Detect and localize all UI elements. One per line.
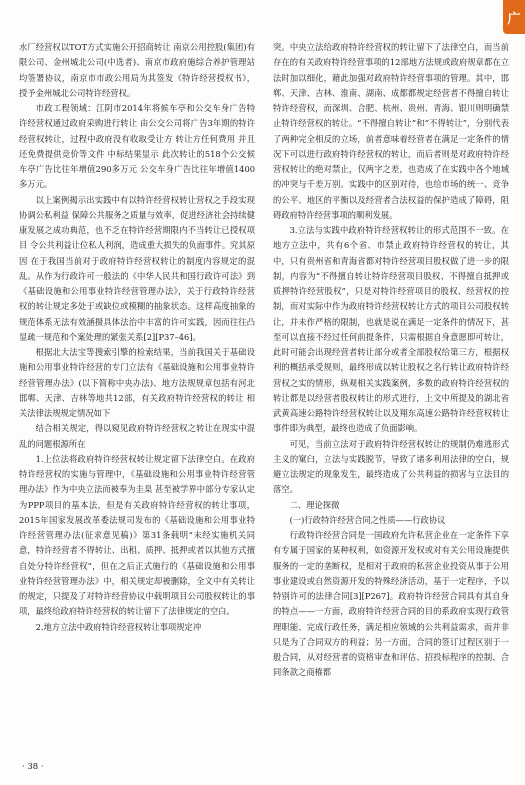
paragraph-municipal-engineering: 市政工程领域：江阴市2014年将候车亭和公交车身广告特许经营权通过政府采购进行转让 由公交公司将广告3年期的特许经营权转让，过程中政府没有收取受让方 转让方任何费用 并且还免费提供竞价等文件 中标结果显示 此次转让的518个公交候车亭广告比往年增值290多万元 公交车身广告比往年增值1400多万元。 xyxy=(19,103,255,190)
paragraph-contract-definition: 行政特许经营合同是一国政府允许私营企业在一定条件下享有专属于国家的某种权利，如资源开发权或对有关公用设施提供服务的一定的垄断权，是相对于政府的私营企业投资从事于公用事业建设或自然资源开发的特殊经济活动，基于一定程序，予以特别许可的法律合同[3][P267]。政府特许经营合同具有其自身的特点——一方面，政府特许经营合同的目的系政府实现行政管理职能、完成行政任务，满足相应领域的公共利益需求，而并非只是为了合同双方的利益；另一方面，合同的签订过程区别于一般合同，从对经营者的资格审查和评估、招投标程序的控制、合同条款之商榷都 xyxy=(273,530,509,678)
paragraph-cases-analysis: 以上案例揭示出实践中有以特许经营权转让营权之手段实现协调公私利益 保障公共服务之质量与效率，促进经济社会持续健康发展之成功典范，也不乏在特许经营期限内不当转让已授权项目 令公共利益让位私人利润，造成重大损失的负面事件。究其原因 在于我国当前对于政府特许经营权转让的制度内容规定的混乱。从作为行政许可一般法的《中华人民共和国行政许可法》到《基础设施和公用事业特许经营管理办法》，关于行政特许经营权的转让规定多处于或缺位或模糊的抽象状态。这样高度抽象的规范体系无法有效涵摄具体法治中丰富的许可实践，因而往往凸显疏一规范和个案处理的紧张关系[2][P37–46]。 xyxy=(19,194,255,342)
paragraph-conclusion: 可见，当前立法对于政府特许经营权转让的规制仍难逃形式主义的窠臼，立法与实践脱节，导致了诸多利用法律的空白，规避立法规定的现象发生，最终造成了公共利益的损害与立法目的落空。 xyxy=(273,438,509,495)
paragraph-point-2-continued: 突。中央立法给政府特许经营权的转让留下了法律空白，而当前存在的有关政府特许经营事项的12部地方法规或政府规章都在立法时加以细化，藉此加强对政府特许经营事项的管理。其中，邯郸、天津、吉林、淮南、湖南、成都都规定经营者不得擅自转让特许经营权，而深圳、合肥、杭州、贵州、青海、银川则明确禁止特许经营权的转让。“不得擅自转让”和“不得转让”，分别代表了两种完全相反的立场，前者意味着经营者在满足一定条件的情况下可以进行政府特许经营权的转让，而后者则是对政府特许经营权转让的绝对禁止，仅两字之差，也造成了在实践中各个地域的冲突与千差万别。实践中的区别对待，也给市场的统一、竞争的公平、地区的平衡以及经营者合法权益的保护造成了障碍，阻碍政府特许经营事项的顺利发展。 xyxy=(273,42,509,220)
paragraph-legislation-survey: 根据北大法宝等搜索引擎的检索结果，当前我国关于基础设施和公用事业特许经营的专门立法有《基础设施和公用事业特许经营管理办法》(以下简称中央办法)、地方法规规章包括有河北邯郸、天津、吉林等地共12部，有关政府特许经营权的转让 相关法律法规规定情况如下 xyxy=(19,347,255,418)
paragraph-problem-roots: 结合相关规定，得以窥见政府特许经营权之转让在现实中混乱的问题根源所在 xyxy=(19,423,255,449)
left-column xyxy=(19,40,255,635)
subsection-heading-nature: (一)行政特许经营合同之性质——行政协议 xyxy=(289,514,446,525)
corner-tab-glyph: 广 xyxy=(507,12,521,27)
paragraph-point-3: 3.立法与实践中政府特许经营权转让的形式范围不一致。在地方立法中，共有6个省、市禁止政府特许经营权的转让，其中，只有贵州省和青海省都对特许经营项目股权做了进一步的限制，内容为“不得擅自转让特许经营项目股权、不得擅自抵押或质押特许经营股权”，只是对特许经营项目的股权、经营权的控制，而对实际中作为政府特许经营权转让方式的项目公司股权转让，并未作严格的限制，也就是说在满足一定条件的情况下，甚至可以直接不经过任何前提条件，只需根据自身意愿即可转让，此时可能会出现经营者转让部分或者全部股权给第三方，根据权利的概括承受规则，最终形成以转让股权之名行转让政府特许经营权之实的情形，纵观相关实践案例，多数的政府特许经营权的转让都是以经营者股权转让的形式进行，上文中所提及的湖北省武黄高速公路特许经营权转让以及翔东高速公路特许经营权转让事件即为典型，最终也造成了负面影响。 xyxy=(273,225,509,434)
section-heading-theory: 二、理论探微 xyxy=(289,499,340,510)
paragraph-point-2-start: 2.地方立法中政府特许经营权转让事项规定冲 xyxy=(35,621,202,632)
page-number: · 38 · xyxy=(22,762,44,772)
paragraph-continuation: 水厂经营权以TOT方式实施公开招商转让 南京公用控股(集团)有限公司、金州城北公司(中选者)、南京市政府施综合养护管理站均签署协议，南京市市政公用局为其签发《特许经营授权书》，授予金州城北公司特许经营权。 xyxy=(19,42,255,98)
corner-tab xyxy=(503,0,525,34)
right-column xyxy=(273,40,509,681)
paragraph-point-1: 1.上位法将政府特许经营权转让规定留下法律空白。在政府特许经营权的实施与管理中，《基础设施和公用事业特许经营管理办法》作为中央立法而被奉为圭臬 甚至被学界中部分专家认定为PPP项目的基本法，但是有关政府特许经营权的转让事项，2015年国家发展改革委法规司发布的《基础设施和公用事业特许经营管理办法(征求意见稿)》第31条载明“未经实施机关同意，特许经营者不得转让、出租、质押、抵押或者以其他方式擅自处分特许经营权”，但在之后正式施行的《基础设施和公用事业特许经营管理办法》中，相关规定却被删除，全文中有关转让的规定，只提及了对特许经营协议中载明项目公司股权转让的事项，最终给政府特许经营权的转让留下了法律规定的空白。 xyxy=(19,453,255,617)
